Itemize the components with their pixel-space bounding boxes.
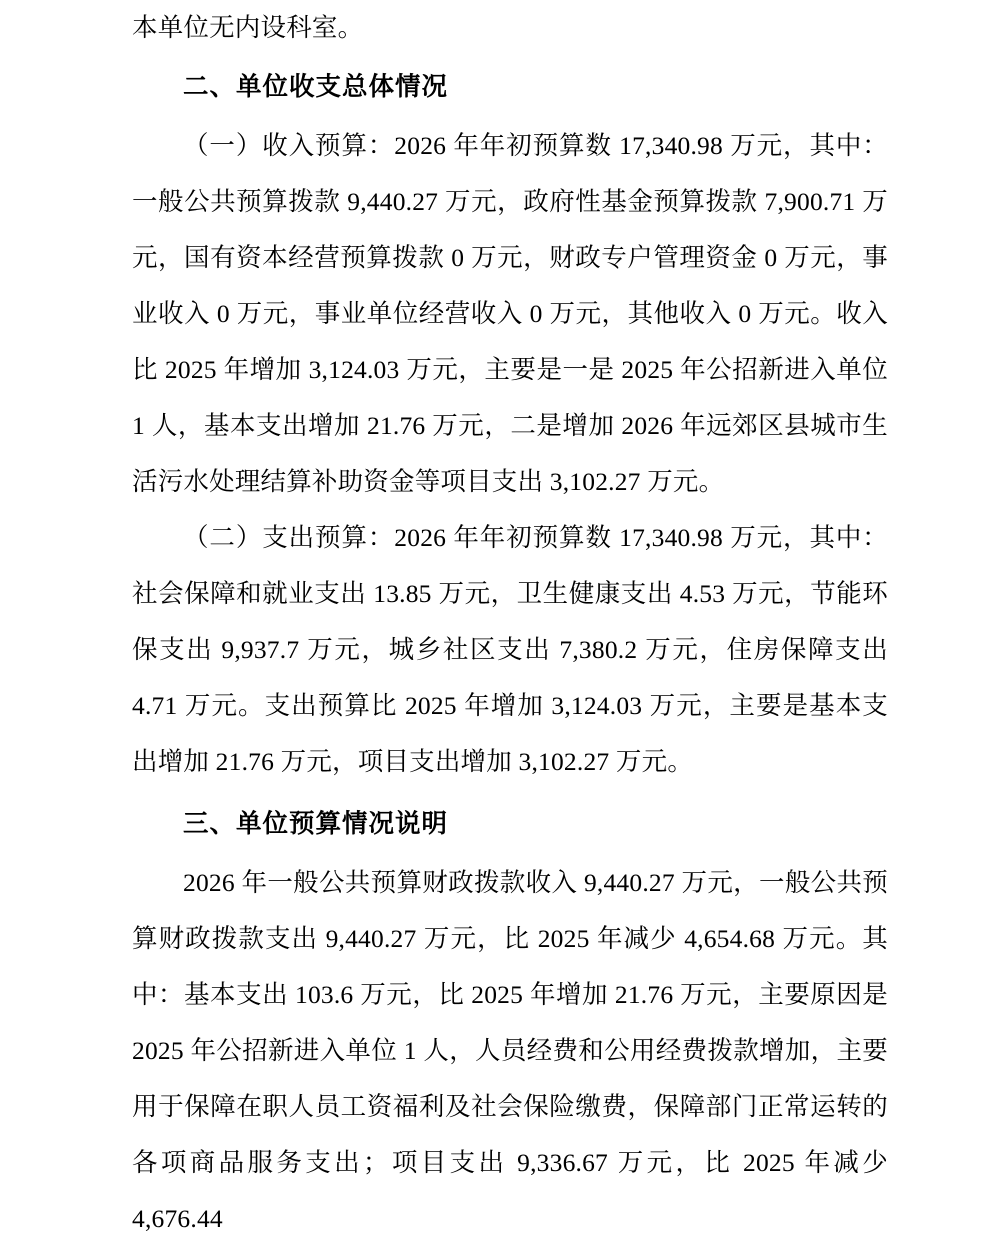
- section-heading-two: 二、单位收支总体情况: [183, 72, 449, 101]
- section-heading-three: 三、单位预算情况说明: [183, 809, 449, 838]
- paragraph-general-public-budget: 2026 年一般公共预算财政拨款收入 9,440.27 万元，一般公共预算财政拨款支出 9,440.27 万元，比 2025 年减少 4,654.68 万元。其中：基本支出 103.6 万元，比 2025 年增加 21.76 万元，主要原因是 2025 年公招新进入单位 1 人，人员经费和公用经费拨款增加，主要用于保障在职人员工资福利及社会保险缴费，保障部门正常运转的各项商品服务支出；项目支出 9,336.67 万元，比 2025 年减少 4,676.44: [132, 868, 888, 1233]
- paragraph-income-budget: （一）收入预算：2026 年年初预算数 17,340.98 万元，其中：一般公共预算拨款 9,440.27 万元，政府性基金预算拨款 7,900.71 万元，国有资本经营预算拨款 0 万元，财政专户管理资金 0 万元，事业收入 0 万元，事业单位经营收入 0 万元，其他收入 0 万元。收入比 2025 年增加 3,124.03 万元，主要是一是 2025 年公招新进入单位 1 人，基本支出增加 21.76 万元，二是增加 2026 年远郊区县城市生活污水处理结算补助资金等项目支出 3,102.27 万元。: [132, 131, 888, 496]
- paragraph-continuation: 本单位无内设科室。: [132, 13, 364, 42]
- paragraph-expenditure-budget: （二）支出预算：2026 年年初预算数 17,340.98 万元，其中：社会保障和就业支出 13.85 万元，卫生健康支出 4.53 万元，节能环保支出 9,937.7 万元，城乡社区支出 7,380.2 万元，住房保障支出 4.71 万元。支出预算比 2025 年增加 3,124.03 万元，主要是基本支出增加 21.76 万元，项目支出增加 3,102.27 万元。: [132, 523, 888, 776]
